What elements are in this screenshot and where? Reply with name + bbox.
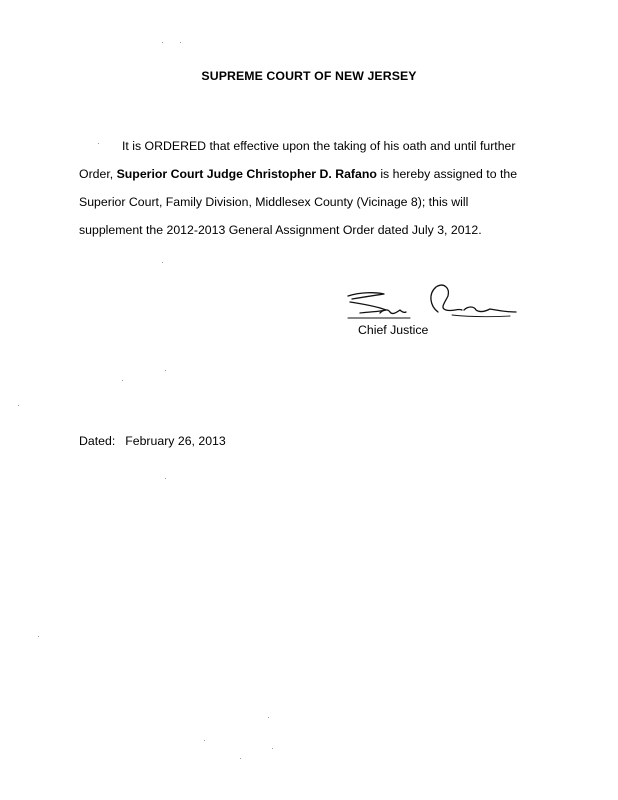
scan-speck (240, 758, 241, 759)
scan-speck (272, 748, 273, 749)
order-line-1: It is ORDERED that effective upon the taking of his oath and until further (122, 139, 516, 153)
dated-line (79, 434, 226, 448)
order-line-3: Superior Court, Family Division, Middlesex County (Vicinage 8); this will (79, 195, 469, 209)
scan-speck (165, 370, 166, 371)
order-line-4: supplement the 2012-2013 General Assignment Order dated July 3, 2012. (79, 223, 482, 237)
dated-value: February 26, 2013 (125, 434, 226, 448)
order-line-2-prefix: Order, (79, 167, 117, 181)
scan-speck (98, 143, 99, 144)
scan-speck (18, 405, 19, 406)
scan-speck (162, 42, 163, 43)
dated-label: Dated: (79, 434, 116, 448)
order-line-2 (79, 167, 517, 181)
signature-image (340, 282, 530, 326)
signatory-title: Chief Justice (358, 323, 429, 337)
court-heading: SUPREME COURT OF NEW JERSEY (201, 69, 417, 83)
scan-speck (180, 42, 181, 43)
scan-speck (204, 740, 205, 741)
order-line-2-suffix: is hereby assigned to the (376, 167, 518, 181)
scan-speck (268, 717, 269, 718)
scan-speck (38, 636, 39, 637)
judge-name: Superior Court Judge Christopher D. Rafano (116, 167, 377, 181)
scan-speck (165, 478, 166, 479)
scan-speck (162, 262, 163, 263)
scan-speck (122, 380, 123, 381)
